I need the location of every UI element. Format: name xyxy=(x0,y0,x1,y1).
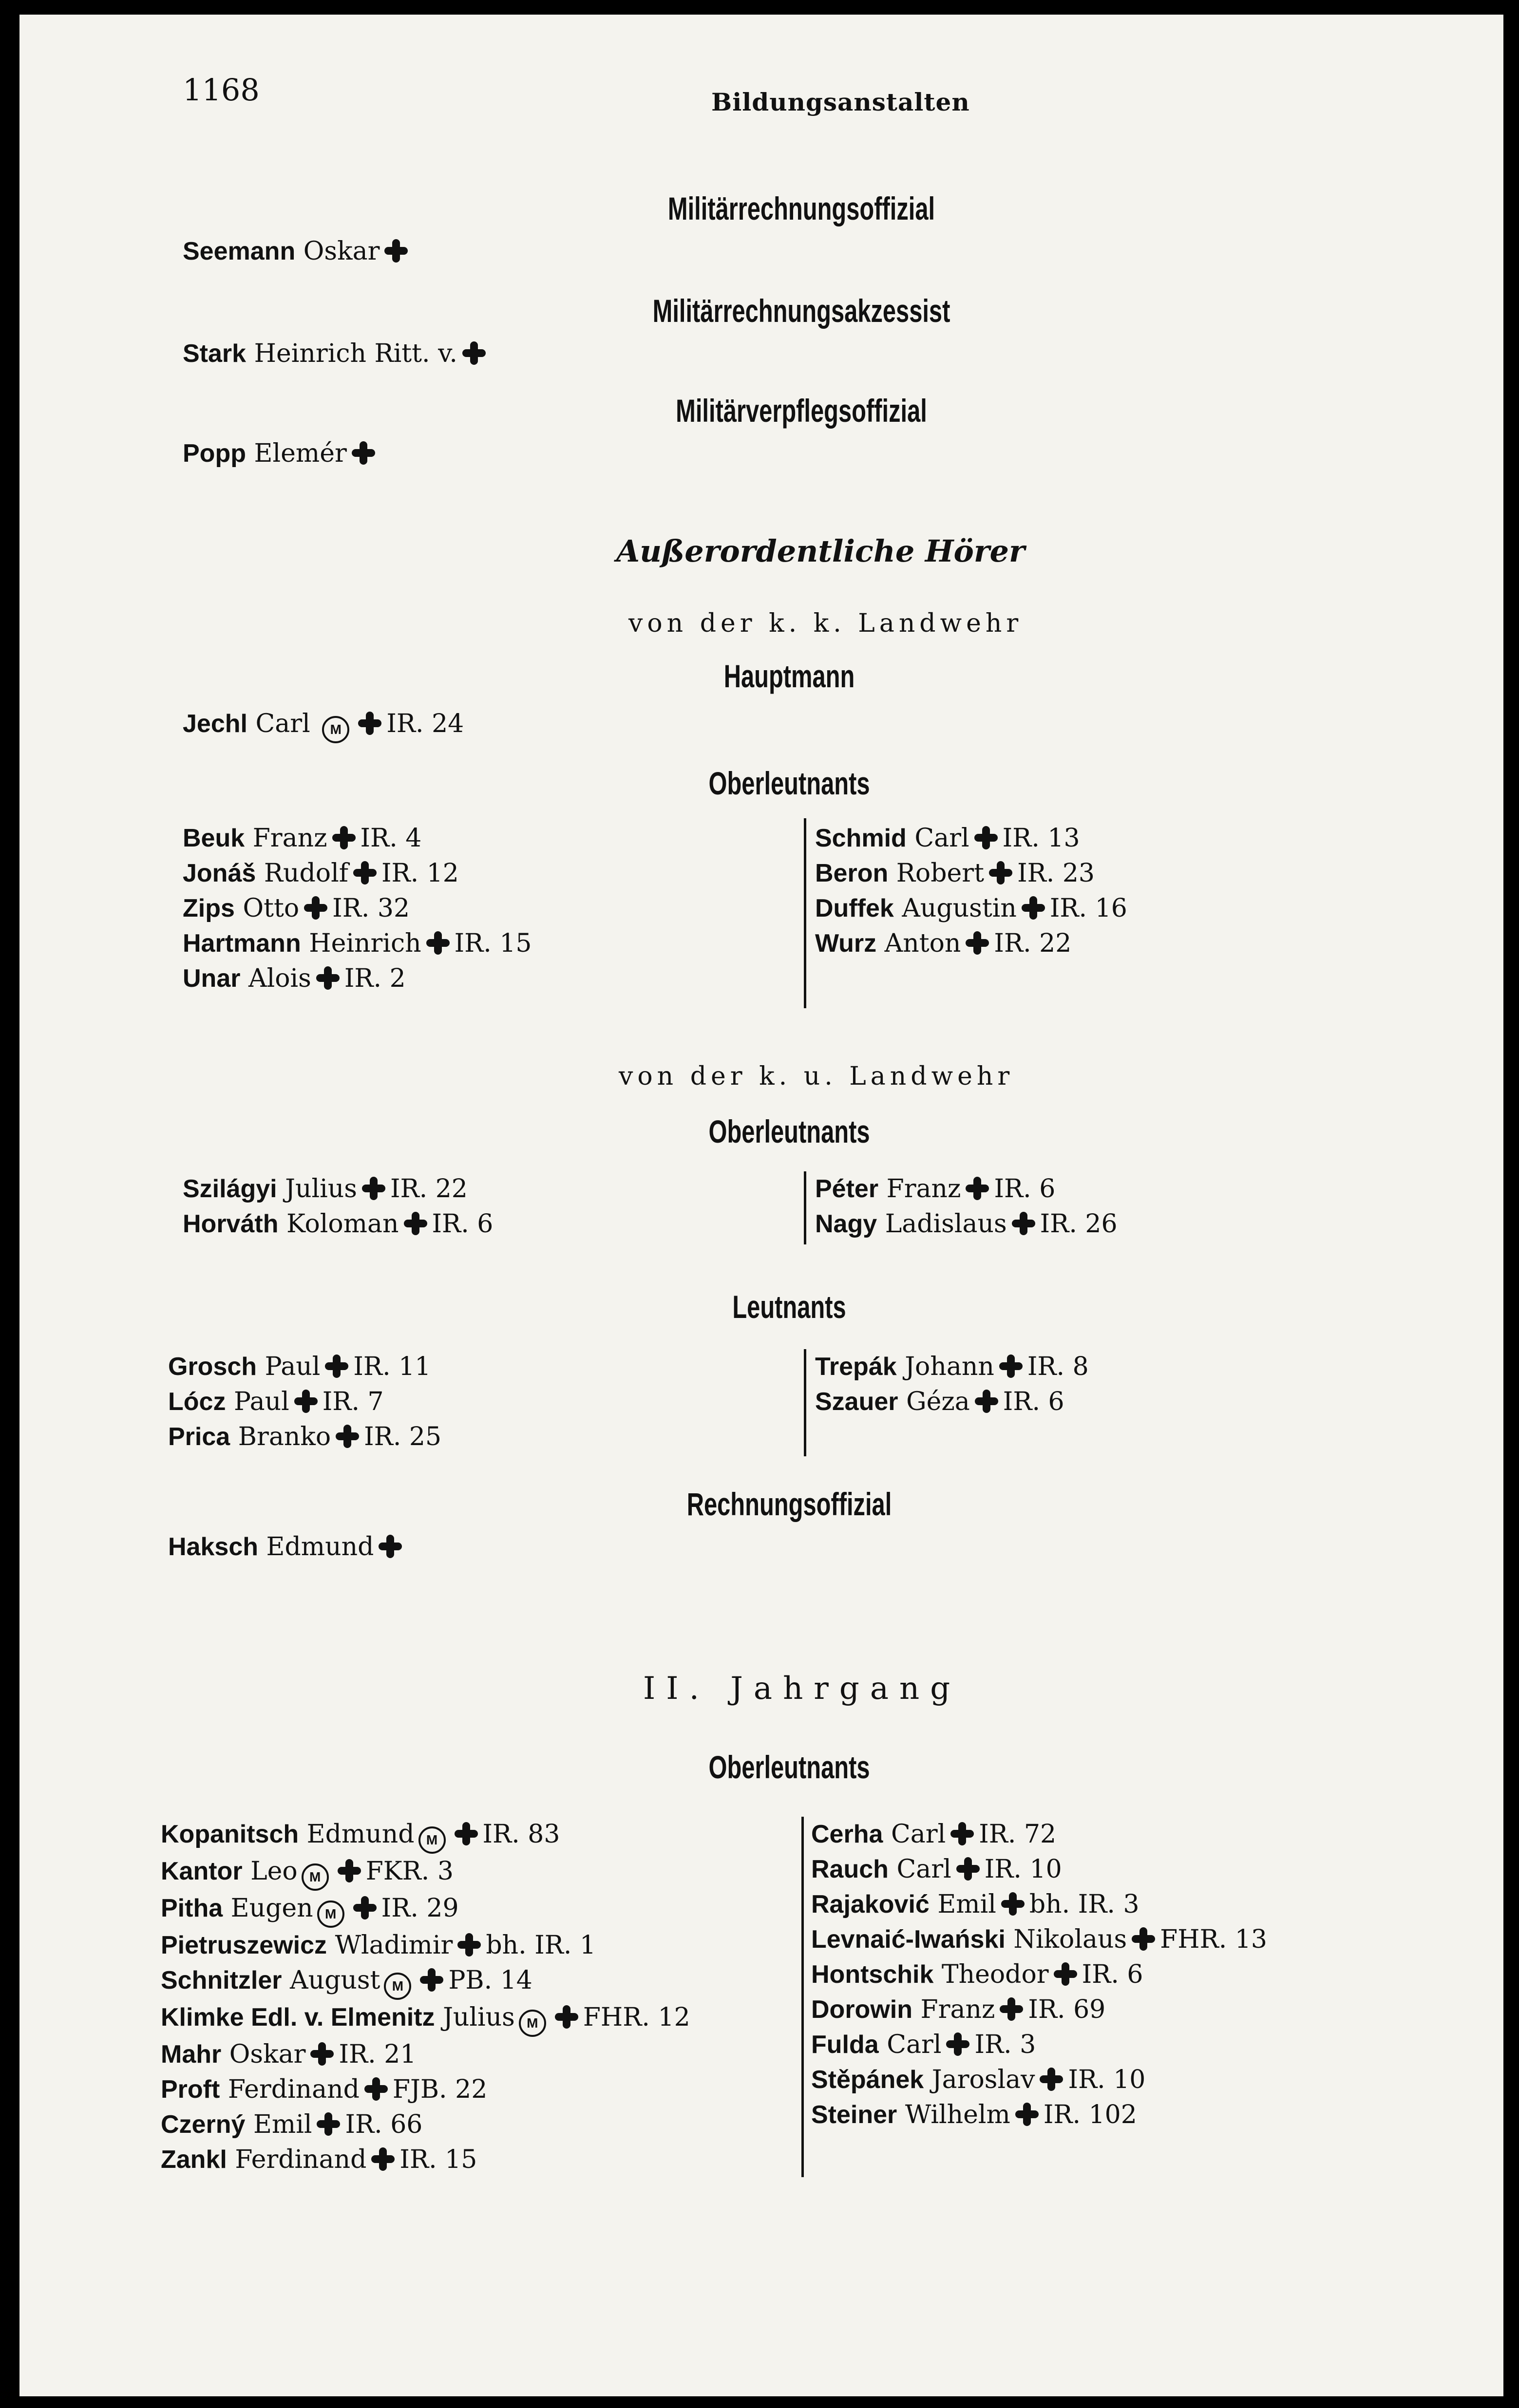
unit: IR. 11 xyxy=(353,1352,431,1381)
surname: Kantor xyxy=(161,1857,243,1885)
unit: IR. 66 xyxy=(345,2110,423,2139)
surname: Zips xyxy=(183,894,235,922)
given-name: Jaroslav xyxy=(931,2065,1035,2094)
unit: IR. 72 xyxy=(979,1820,1057,1849)
given-name: Carl xyxy=(896,1855,951,1884)
unit: bh. IR. 1 xyxy=(486,1931,596,1960)
unit: IR. 26 xyxy=(1040,1209,1118,1239)
surname: Prica xyxy=(168,1423,230,1451)
given-name: Ladislaus xyxy=(885,1209,1007,1239)
given-name: Nikolaus xyxy=(1013,1925,1127,1954)
cross-icon xyxy=(950,1822,974,1845)
list-item xyxy=(183,891,532,926)
list-item xyxy=(815,891,1127,926)
list-item xyxy=(811,1817,1267,1852)
list-item xyxy=(811,1922,1267,1957)
list-item xyxy=(811,1957,1267,1992)
cross-icon xyxy=(304,896,327,920)
given-name: Johann xyxy=(905,1352,994,1381)
unit: IR. 8 xyxy=(1027,1352,1089,1381)
list-item xyxy=(183,821,532,856)
cross-icon xyxy=(974,826,998,849)
given-name: Franz xyxy=(252,824,327,853)
given-name: Julius xyxy=(285,1174,357,1204)
cross-icon xyxy=(352,441,375,465)
column-divider xyxy=(804,1171,806,1244)
list-item xyxy=(161,1891,690,1928)
list-item xyxy=(815,821,1127,856)
unit: IR. 6 xyxy=(994,1174,1056,1204)
surname: Duffek xyxy=(815,894,894,922)
surname: Jonáš xyxy=(183,859,256,887)
surname: Péter xyxy=(815,1175,879,1203)
unit: IR. 15 xyxy=(454,929,532,958)
given-name: Oskar xyxy=(229,2040,306,2069)
cross-icon xyxy=(338,1859,361,1882)
surname: Grosch xyxy=(168,1353,257,1381)
heading-jahrgang: II. Jahrgang xyxy=(643,1671,961,1707)
surname: Hartmann xyxy=(183,929,301,958)
heading-leutnants: Leutnants xyxy=(732,1289,846,1325)
given-name: Emil xyxy=(253,2110,312,2139)
given-name: Julius xyxy=(443,2003,515,2032)
given-name: Branko xyxy=(238,1422,331,1451)
running-head: Bildungsanstalten xyxy=(711,88,970,116)
unit: IR. 102 xyxy=(1043,2100,1137,2129)
cross-icon xyxy=(371,2147,395,2171)
list-item xyxy=(815,856,1127,891)
list-item xyxy=(811,1887,1267,1922)
unit: IR. 22 xyxy=(390,1174,468,1204)
heading-hauptmann: Hauptmann xyxy=(723,658,855,694)
given-name: Anton xyxy=(884,929,961,958)
given-name: Carl xyxy=(887,2030,942,2059)
list-leutnants-left xyxy=(168,1349,441,1454)
list-jahrgang-right xyxy=(811,1817,1267,2132)
list-item xyxy=(811,2062,1267,2097)
cross-icon xyxy=(1132,1927,1155,1951)
list-oberleutnants-2-left xyxy=(183,1171,493,1242)
cross-icon xyxy=(294,1390,318,1413)
cross-icon xyxy=(379,1535,402,1558)
cross-icon xyxy=(966,1177,989,1200)
cross-icon xyxy=(426,931,450,955)
list-item xyxy=(168,1349,441,1384)
given-name: Paul xyxy=(265,1352,321,1381)
given-name: Heinrich xyxy=(309,929,421,958)
surname: Levnaić-Iwański xyxy=(811,1925,1006,1954)
given-name: Leo xyxy=(250,1857,298,1886)
surname: Trepák xyxy=(815,1353,897,1381)
heading-rechnungsoffizial: Militärrechnungsoffizial xyxy=(667,190,935,226)
surname: Mahr xyxy=(161,2040,222,2069)
list-item xyxy=(168,1384,441,1419)
unit: IR. 83 xyxy=(482,1820,560,1849)
given-name: Wladimir xyxy=(335,1931,453,1960)
list-item xyxy=(811,1992,1267,2027)
list-item xyxy=(815,1206,1118,1242)
unit: IR. 21 xyxy=(339,2040,417,2069)
surname: Szilágyi xyxy=(183,1175,277,1203)
unit: IR. 4 xyxy=(360,824,422,853)
column-divider xyxy=(804,818,806,1008)
given-name: Koloman xyxy=(286,1209,399,1239)
medal-badge: M xyxy=(519,2010,546,2037)
cross-icon xyxy=(966,931,989,955)
given-name: Ferdinand xyxy=(235,2145,367,2174)
cross-icon xyxy=(420,1968,443,1992)
cross-icon xyxy=(1012,1212,1035,1235)
unit: IR. 6 xyxy=(1082,1960,1143,1989)
unit: IR. 2 xyxy=(344,964,406,993)
list-item xyxy=(183,1171,493,1206)
entry-haksch: Haksch Edmund xyxy=(168,1529,407,1564)
unit: IR. 25 xyxy=(364,1422,442,1451)
unit: IR. 13 xyxy=(1002,824,1080,853)
cross-icon xyxy=(332,826,356,849)
medal-badge: M xyxy=(384,1973,411,2000)
heading-oberleutnants-1: Oberleutnants xyxy=(708,765,870,801)
unit: IR. 10 xyxy=(984,1855,1062,1884)
medal-badge: M xyxy=(322,716,349,743)
cross-icon xyxy=(316,966,340,990)
surname: Proft xyxy=(161,2075,220,2104)
unit: IR. 6 xyxy=(1003,1387,1064,1416)
list-item xyxy=(161,2000,690,2037)
given-name: Wilhelm xyxy=(905,2100,1010,2129)
list-item xyxy=(183,961,532,996)
unit: IR. 69 xyxy=(1028,1995,1106,2024)
given-name: Paul xyxy=(233,1387,289,1416)
given-name: Carl xyxy=(891,1820,946,1849)
surname: Beuk xyxy=(183,824,245,852)
given-name: Alois xyxy=(248,964,311,993)
cross-icon xyxy=(325,1354,348,1378)
surname: Schmid xyxy=(815,824,907,852)
list-item xyxy=(168,1419,441,1454)
given-name: Eugen xyxy=(230,1894,313,1923)
list-item xyxy=(183,1206,493,1242)
column-divider xyxy=(801,1817,804,2177)
unit: FJB. 22 xyxy=(392,2075,488,2104)
heading-landwehr-ku: von der k. u. Landwehr xyxy=(619,1062,1014,1091)
surname: Szauer xyxy=(815,1388,898,1416)
list-item xyxy=(161,2107,690,2142)
unit: IR. 32 xyxy=(332,894,410,923)
cross-icon xyxy=(358,712,381,735)
given-name: Otto xyxy=(243,894,300,923)
given-name: Géza xyxy=(906,1387,970,1416)
cross-icon xyxy=(353,1896,377,1919)
list-item xyxy=(161,1928,690,1963)
list-oberleutnants-1-left xyxy=(183,821,532,996)
given-name: Edmund xyxy=(306,1820,415,1849)
list-item xyxy=(183,856,532,891)
page xyxy=(19,15,1503,2396)
given-name: Franz xyxy=(920,1995,995,2024)
surname: Kopanitsch xyxy=(161,1820,299,1848)
unit: IR. 3 xyxy=(974,2030,1036,2059)
surname: Horváth xyxy=(183,1210,279,1238)
given-name: Emil xyxy=(937,1890,996,1919)
surname: Wurz xyxy=(815,929,877,958)
surname: Rajaković xyxy=(811,1890,930,1919)
cross-icon xyxy=(1040,2068,1063,2091)
cross-icon xyxy=(457,1933,481,1956)
cross-icon xyxy=(555,2005,578,2029)
given-name: Augustin xyxy=(902,894,1017,923)
unit: FHR. 12 xyxy=(583,2003,690,2032)
given-name: August xyxy=(290,1966,380,1995)
medal-badge: M xyxy=(302,1863,329,1891)
list-item xyxy=(815,1384,1089,1419)
cross-icon xyxy=(362,1177,385,1200)
list-item xyxy=(161,2072,690,2107)
cross-icon xyxy=(1054,1962,1077,1986)
unit: IR. 7 xyxy=(322,1387,384,1416)
list-item xyxy=(161,1817,690,1854)
surname: Schnitzler xyxy=(161,1966,282,1994)
list-leutnants-right xyxy=(815,1349,1089,1419)
unit: IR. 15 xyxy=(399,2145,477,2174)
cross-icon xyxy=(462,341,486,365)
cross-icon xyxy=(353,861,377,884)
cross-icon xyxy=(455,1822,478,1845)
cross-icon xyxy=(1001,1892,1025,1916)
surname: Nagy xyxy=(815,1210,877,1238)
list-item xyxy=(815,1349,1089,1384)
surname: Cerha xyxy=(811,1820,883,1848)
heading-landwehr-kk: von der k. k. Landwehr xyxy=(628,609,1023,638)
unit: IR. 12 xyxy=(381,859,459,888)
entry-stark: Stark Heinrich Ritt. v. xyxy=(183,336,491,371)
unit: FKR. 3 xyxy=(365,1857,454,1886)
surname: Fulda xyxy=(811,2031,879,2059)
unit: IR. 23 xyxy=(1017,859,1095,888)
unit: FHR. 13 xyxy=(1160,1925,1267,1954)
surname: Lócz xyxy=(168,1388,226,1416)
list-item xyxy=(815,926,1127,961)
unit: IR. 16 xyxy=(1049,894,1127,923)
cross-icon xyxy=(946,2032,969,2056)
cross-icon xyxy=(975,1390,998,1413)
list-item xyxy=(161,2037,690,2072)
surname: Czerný xyxy=(161,2110,246,2139)
heading-rechnungsakzessist: Militärrechnungsakzessist xyxy=(652,293,950,329)
column-divider xyxy=(804,1349,806,1456)
heading-rechnungsoffizial-2: Rechnungsoffizial xyxy=(686,1486,892,1522)
list-item xyxy=(183,926,532,961)
list-item xyxy=(811,2027,1267,2062)
unit: IR. 6 xyxy=(432,1209,494,1239)
surname: Klimke Edl. v. Elmenitz xyxy=(161,2003,435,2032)
heading-verpflegsoffizial: Militärverpflegsoffizial xyxy=(676,393,927,429)
given-name: Ferdinand xyxy=(228,2075,360,2104)
unit: IR. 10 xyxy=(1068,2065,1146,2094)
surname: Stěpánek xyxy=(811,2066,924,2094)
heading-oberleutnants-3: Oberleutnants xyxy=(708,1749,870,1785)
cross-icon xyxy=(989,861,1012,884)
list-item xyxy=(161,1963,690,2000)
given-name: Franz xyxy=(886,1174,961,1204)
cross-icon xyxy=(999,1354,1023,1378)
medal-badge: M xyxy=(418,1826,446,1854)
entry-seemann: Seemann Oskar xyxy=(183,234,413,269)
surname: Rauch xyxy=(811,1855,889,1883)
heading-oberleutnants-2: Oberleutnants xyxy=(708,1113,870,1149)
surname: Pitha xyxy=(161,1894,223,1922)
surname: Steiner xyxy=(811,2101,897,2129)
list-item xyxy=(161,1854,690,1891)
list-item xyxy=(811,1852,1267,1887)
list-oberleutnants-1-right xyxy=(815,821,1127,961)
list-item xyxy=(811,2097,1267,2132)
unit: PB. 14 xyxy=(448,1966,532,1995)
given-name: Carl xyxy=(914,824,969,853)
entry-jechl: Jechl Carl M IR. 24 xyxy=(183,706,464,743)
surname: Hontschik xyxy=(811,1960,934,1989)
list-oberleutnants-2-right xyxy=(815,1171,1118,1242)
cross-icon xyxy=(336,1425,359,1448)
cross-icon xyxy=(317,2112,340,2136)
list-item xyxy=(161,2142,690,2177)
list-jahrgang-left xyxy=(161,1817,690,2177)
medal-badge: M xyxy=(317,1900,344,1928)
surname: Zankl xyxy=(161,2145,227,2174)
list-item xyxy=(815,1171,1118,1206)
surname: Pietruszewicz xyxy=(161,1931,327,1959)
given-name: Theodor xyxy=(941,1960,1049,1989)
unit: IR. 29 xyxy=(381,1894,459,1923)
surname: Dorowin xyxy=(811,1995,912,2024)
cross-icon xyxy=(384,239,408,263)
cross-icon xyxy=(956,1857,980,1881)
unit: bh. IR. 3 xyxy=(1029,1890,1139,1919)
cross-icon xyxy=(1015,2103,1039,2126)
given-name: Robert xyxy=(896,859,985,888)
surname: Unar xyxy=(183,964,241,993)
page-number: 1168 xyxy=(183,72,260,108)
cross-icon xyxy=(1000,1997,1023,2021)
cross-icon xyxy=(364,2077,388,2101)
entry-popp: Popp Elemér xyxy=(183,436,380,471)
given-name: Rudolf xyxy=(264,859,348,888)
unit: IR. 22 xyxy=(994,929,1072,958)
cross-icon xyxy=(310,2042,334,2066)
surname: Beron xyxy=(815,859,889,887)
cross-icon xyxy=(404,1212,427,1235)
cross-icon xyxy=(1022,896,1045,920)
heading-ausserordentliche: Außerordentliche Hörer xyxy=(616,533,1025,569)
